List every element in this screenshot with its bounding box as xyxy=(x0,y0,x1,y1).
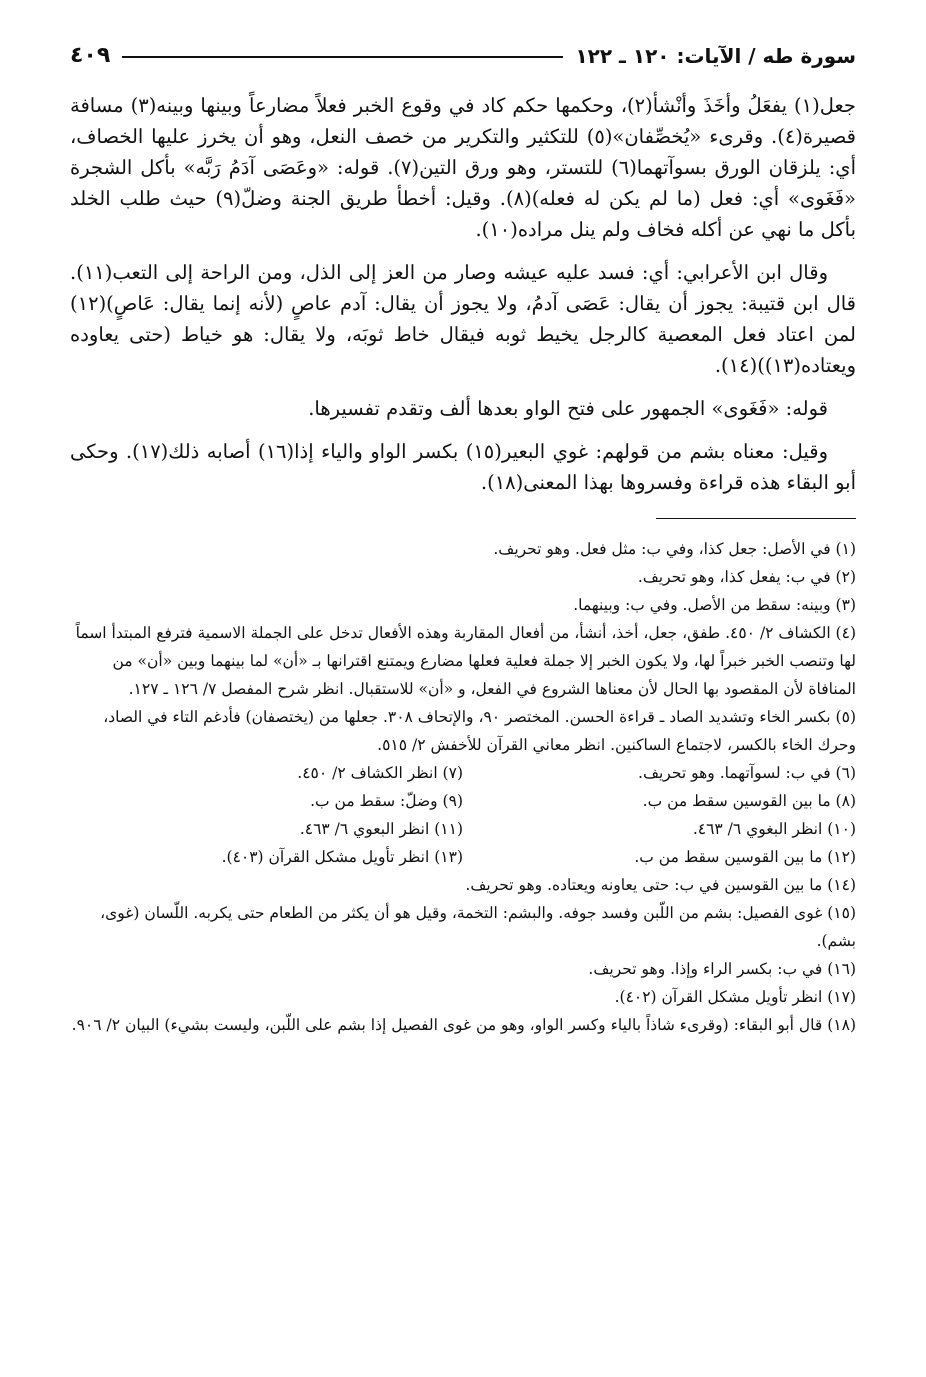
footnote-row xyxy=(70,815,856,843)
footnote: (٣) وبينه: سقط من الأصل. وفي ب: وبينهما. xyxy=(573,596,856,614)
page-number: ٤٠٩ xyxy=(70,43,111,68)
paragraph: قوله: «فَغَوى» الجمهور على فتح الواو بعدها ألف وتقدم تفسيرها. xyxy=(308,397,828,420)
footnote: (٨) ما بين القوسين سقط من ب. xyxy=(642,792,856,810)
footnote: (١٤) ما بين القوسين في ب: حتى يعاونه ويعتاده. وهو تحريف. xyxy=(465,876,856,894)
footnote: (١) في الأصل: جعل كذا، وفي ب: مثل فعل. وهو تحريف. xyxy=(493,540,856,558)
footnote-row xyxy=(70,787,856,815)
footnote: (١٧) انظر تأويل مشكل القرآن (٤٠٢). xyxy=(614,988,856,1006)
footnote-row xyxy=(70,759,856,787)
footnote: (١٨) قال أبو البقاء: (وقرىء شاذاً بالياء وكسر الواو، وهو من غوى الفصيل إذا بشم على اللّبن، وليست بشيء) البيان ٢/ ٩٠٦. xyxy=(71,1016,856,1034)
header-rule xyxy=(122,56,563,58)
footnote: (١١) انظر البعوي ٦/ ٤٦٣. xyxy=(299,820,463,838)
footnote: (٦) في ب: لسوآتهما. وهو تحريف. xyxy=(638,764,856,782)
page-header xyxy=(70,28,856,68)
footnote: (١٦) في ب: بكسر الراء وإذا. وهو تحريف. xyxy=(588,960,856,978)
main-text xyxy=(70,90,856,498)
footnote: (١٣) انظر تأويل مشكل القرآن (٤٠٣). xyxy=(221,848,463,866)
footnote: (٤) الكشاف ٢/ ٤٥٠. طفق، جعل، أخذ، أنشأ، من أفعال المقاربة وهذه الأفعال تدخل على الجملة الاسمية فترفع المبتدأ اسماً لها وتنصب الخبر خبراً لها، ولا يكون الخبر إلا جملة فعلية فعلها مضارع ويمتنع اقترانها بـ «أن» لما بينهما وبين «أن» من المنافاة لأن المقصود بها الحال لأن معناها الشروع في الفعل، و «أن» للاستقبال. انظر شرح المفصل ٧/ ١٢٦ ـ ١٢٧. xyxy=(75,624,856,698)
paragraph: وقال ابن الأعرابي: أي: فسد عليه عيشه وصار من العز إلى الذل، ومن الراحة إلى التعب(١١). قال ابن قتيبة: يجوز أن يقال: عَصَى آدمُ، ولا يجوز أن يقال: آدم عاصٍ (لأنه إنما يقال: عَاصٍ)(١٢) لمن اعتاد فعل المعصية كالرجل يخيط ثوبه فيقال خاط ثوبَه، ولا يقال: هو خياط (حتى يعاوده ويعتاده(١٣))(١٤). xyxy=(70,261,856,377)
footnote: (١٢) ما بين القوسين سقط من ب. xyxy=(634,848,856,866)
running-title: سورة طه / الآيات: ١٢٠ ـ ١٢٢ xyxy=(575,44,856,68)
footnote-separator xyxy=(656,518,856,519)
footnote: (٢) في ب: يفعل كذا، وهو تحريف. xyxy=(637,568,856,586)
footnote-row xyxy=(70,843,856,871)
paragraph: وقيل: معناه بشم من قولهم: غوي البعير(١٥) بكسر الواو والياء إذا(١٦) أصابه ذلك(١٧). وحكى أبو البقاء هذه قراءة وفسروها بهذا المعنى(١٨). xyxy=(70,440,856,494)
footnote: (٥) بكسر الخاء وتشديد الصاد ـ قراءة الحسن. المختصر ٩٠، والإتحاف ٣٠٨. جعلها من (يختصفان) فأدغم التاء في الصاد، وحرك الخاء بالكسر، لاجتماع الساكنين. انظر معاني القرآن للأخفش ٢/ ٥١٥. xyxy=(103,708,856,754)
footnote: (١٠) انظر البغوي ٦/ ٤٦٣. xyxy=(692,820,856,838)
paragraph: جعل(١) يفعَلُ وأخَذَ وأنْشأ(٢)، وحكمها حكم كاد في وقوع الخبر فعلاً مضارعاً وبينها وبينه(٣) مسافة قصيرة(٤). وقرىء «يُخصِّفان»(٥) للتكثير والتكرير من خصف النعل، وهو أن يخرز عليها الخصاف، أي: يلزقان الورق بسوآتهما(٦) للتستر، وهو ورق التين(٧). قوله: «وعَصَى آدَمُ رَبَّه» بأكل الشجرة «فَغَوى» أي: فعل (ما لم يكن له فعله)(٨). وقيل: أخطأ طريق الجنة وضلّ(٩) حيث طلب الخلد بأكل ما نهي عن أكله فخاف ولم ينل مراده(١٠). xyxy=(70,94,856,241)
footnotes xyxy=(70,535,856,1039)
footnote: (٩) وضلّ: سقط من ب. xyxy=(310,792,463,810)
footnote: (١٥) غوى الفصيل: بشم من اللّبن وفسد جوفه. والبشم: التخمة، وقيل هو أن يكثر من الطعام حتى يكربه. اللّسان (غوى، بشم). xyxy=(100,904,856,950)
footnote: (٧) انظر الكشاف ٢/ ٤٥٠. xyxy=(297,764,463,782)
